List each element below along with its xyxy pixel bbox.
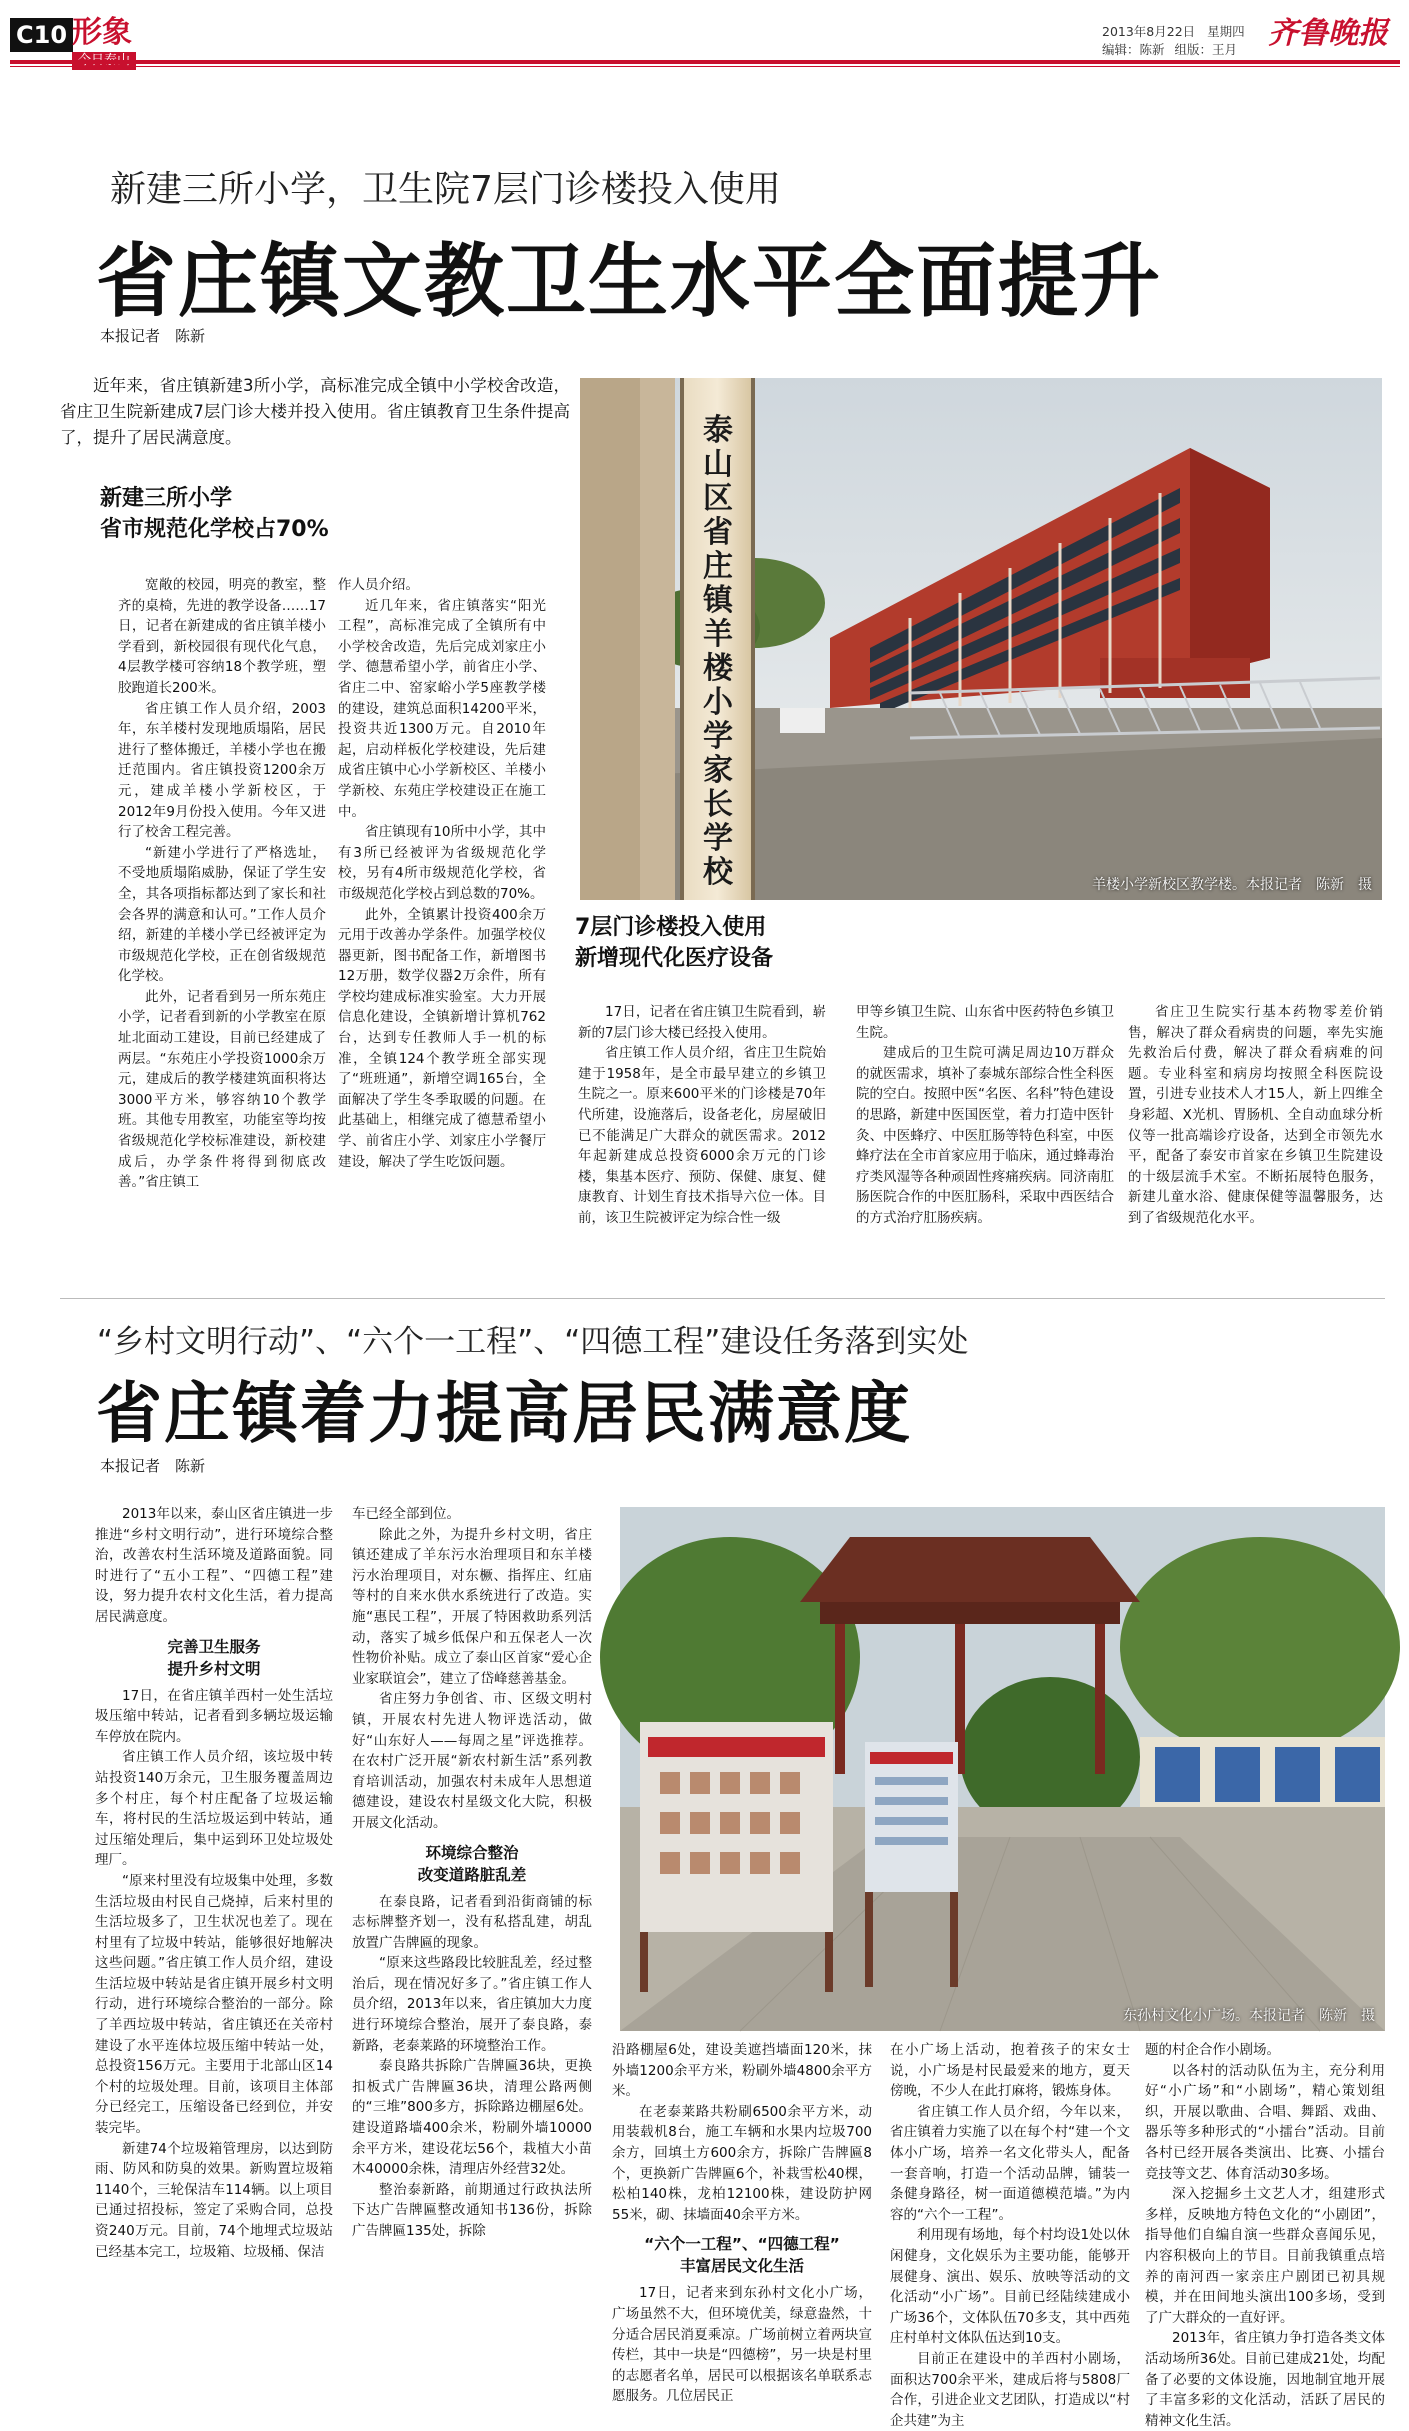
- article2-byline: 本报记者 陈新: [100, 1457, 206, 1475]
- paragraph: 省庄镇工作人员介绍，2003年，东羊楼村发现地质塌陷，居民进行了整体搬迁，羊楼小学也在搬迁范围内。省庄镇投资1200余万元，建成羊楼小学新校区，于2012年9月份投入使用。今年又进行了校舍工程完善。: [118, 700, 326, 841]
- paragraph: 整治泰新路，前期通过行政执法所下达广告牌匾整改通知书136份，拆除广告牌匾135处，拆除: [352, 2181, 592, 2239]
- school-building-photo: [580, 378, 1382, 900]
- paragraph: 题的村企合作小剧场。: [1145, 2042, 1280, 2058]
- paragraph: 在小广场上活动，抱着孩子的宋女士说，小广场是村民最爱来的地方，夏天傍晚，不少人在此打麻将，锻炼身体。: [890, 2042, 1130, 2100]
- subhead-line: 改变道路脏乱差: [417, 1865, 527, 1884]
- paragraph: 车已经全部到位。: [352, 1506, 460, 1522]
- credits: [1102, 40, 1237, 58]
- header-rule: [10, 60, 1400, 64]
- subhead-line: 环境综合整治: [425, 1843, 519, 1862]
- paragraph: 省庄镇工作人员介绍，该垃圾中转站投资140万余元，卫生服务覆盖周边多个村庄，每个村庄配备了垃圾运输车，将村民的生活垃圾运到中转站，通过压缩处理后，集中运到环卫处垃圾处理厂。: [95, 1749, 333, 1869]
- paragraph: 宽敞的校园，明亮的教室，整齐的桌椅，先进的教学设备……17日，记者在新建成的省庄镇羊楼小学看到，新校园很有现代化气息，4层教学楼可容纳18个教学班，塑胶跑道长200米。: [118, 577, 326, 696]
- paragraph: 沿路棚屋6处，建设美遮挡墙面120米，抹外墙1200余平方米，粉刷外墙4800余平方米。: [612, 2042, 872, 2100]
- article1-column5: [1128, 1002, 1383, 1284]
- paragraph: 深入挖掘乡土文艺人才，组建形式多样，反映地方特色文化的“小剧团”，指导他们自编自演一些群众喜闻乐见，内容积极向上的节目。目前我镇重点培养的南河西一家亲庄户剧团已初具规模，并在田间地头演出100多场，受到了广大群众的一直好评。: [1145, 2186, 1385, 2326]
- page-header: [10, 15, 1400, 58]
- paragraph: “原来村里没有垃圾集中处理，多数生活垃圾由村民自己烧掉，后来村里的生活垃圾多了，卫生状况也差了。现在村里有了垃圾中转站，能够很好地解决这些问题。”省庄镇工作人员介绍，建设生活垃圾中转站是省庄镇开展乡村文明行动，进行环境综合整治的一部分。除了羊西垃圾中转站，省庄镇还在关帝村建设了水平连体垃圾压缩中转站一处，总投资156万元。主要用于北部山区14个村的垃圾处理。目前，该项目主体部分已经完工，压缩设备已经到位，并安装完毕。: [95, 1872, 333, 2137]
- article2-column1: [95, 1504, 333, 2372]
- paragraph: 此外，全镇累计投资400余万元用于改善办学条件。加强学校仪器更新，图书配备工作，新增图书12万册，数学仪器2万余件，所有学校均建成标准实验室。大力开展信息化建设，全镇新增计算机762台，达到专任教师人手一机的标准，全镇124个教学班全部实现了“班班通”，新增空调165台，全面解决了学生冬季取暖的问题。在此基础上，相继完成了德慧希望小学、前省庄小学、刘家庄小学餐厅建设，解决了学生吃饭问题。: [338, 906, 546, 1170]
- paragraph: 17日，在省庄镇羊西村一处生活垃圾压缩中转站，记者看到多辆垃圾运输车停放在院内。: [95, 1687, 333, 1745]
- paragraph: 2013年以来，泰山区省庄镇进一步推进“乡村文明行动”，进行环境综合整治，改善农村生活环境及道路面貌。同时进行了“五小工程”、“四德工程”建设，努力提升农村文化生活，着力提高居民满意度。: [95, 1506, 333, 1625]
- paragraph: 省庄镇工作人员介绍，省庄卫生院始建于1958年，是全市最早建立的乡镇卫生院之一。原来600平米的门诊楼是70年代所建，设施落后，设备老化，房屋破旧已不能满足广大群众的就医需求。2012年起新建成总投资6000余万元的门诊楼，集基本医疗、预防、保健、康复、健康教育、计划生育技术指导六位一体。目前，该卫生院被评定为综合性一级: [578, 1045, 826, 1226]
- paragraph: 作人员介绍。: [338, 577, 419, 593]
- paragraph: 建成后的卫生院可满足周边10万群众的就医需求，填补了泰城东部综合性全科医院的空白。按照中医“名医、名科”特色建设的思路，新建中医国医堂，着力打造中医针灸、中医蜂疗、中医肛肠等特色科室，中医蜂疗法在全市首家应用于临床，通过蜂毒治疗类风湿等各种顽固性疼痛疾病。同济南肛肠医院合作的中医肛肠科，采取中西医结合的方式治疗肛肠疾病。: [856, 1045, 1114, 1226]
- article1-byline: 本报记者 陈新: [100, 327, 206, 345]
- article1-column2: [338, 575, 546, 1283]
- weekday: 星期四: [1207, 24, 1245, 39]
- issue-date: [1102, 22, 1245, 40]
- paragraph: “新建小学进行了严格选址，不受地质塌陷威胁，保证了学生安全，其各项指标都达到了家长和社会各界的满意和认可。”工作人员介绍，新建的羊楼小学已经被评定为市级规范化学校，正在创省级规范化学校。: [118, 844, 326, 985]
- paragraph: 2013年，省庄镇力争打造各类文体活动场所36处。目前已建成21处，均配备了必要的文体设施，因地制宜地开展了丰富多彩的文化活动，活跃了居民的精神文化生活。: [1145, 2330, 1385, 2429]
- paragraph: 近几年来，省庄镇落实“阳光工程”，高标准完成了全镇所有中小学校舍改造，先后完成刘家庄小学、德慧希望小学，前省庄小学、省庄二中、窑家峪小学5座教学楼的建设，建筑总面积14200平米，投资共近1300万元。自2010年起，启动样板化学校建设，先后建成省庄镇中心小学新校区、羊楼小学新校、东苑庄学校建设正在施工中。: [338, 597, 546, 820]
- paragraph: 甲等乡镇卫生院、山东省中医药特色乡镇卫生院。: [856, 1004, 1114, 1041]
- paragraph: 17日，记者在省庄镇卫生院看到，崭新的7层门诊大楼已经投入使用。: [578, 1004, 826, 1041]
- article1-column1: [118, 575, 326, 1283]
- layout-editor: 组版：王月: [1174, 42, 1238, 57]
- article2-subhead3: [612, 2233, 872, 2277]
- section-title: 形象: [72, 15, 132, 50]
- subhead-line: 7层门诊楼投入使用: [575, 915, 767, 940]
- article2-subhead2: [352, 1842, 592, 1886]
- culture-square-photo: [620, 1507, 1385, 2031]
- article2-headline: 省庄镇着力提高居民满意度: [96, 1375, 912, 1452]
- article2-column3: [612, 2040, 872, 2405]
- subhead-line: 新建三所小学: [100, 486, 233, 511]
- article2-kicker: “乡村文明行动”、“六个一工程”、“四德工程”建设任务落到实处: [97, 1324, 969, 1360]
- header-rule-thin: [10, 66, 1400, 67]
- paragraph: 在老泰莱路共粉刷6500余平方米，动用装载机8台，施工车辆和水果内垃圾700余方，回填土方600余方，拆除广告牌匾8个，更换新广告牌匾6个，补栽雪松40棵，松柏140株，龙柏12100株，建设防护网55米，砌、抹墙面40余平方米。: [612, 2103, 872, 2223]
- subhead-line: 新增现代化医疗设备: [575, 946, 774, 971]
- paragraph: 省庄镇现有10所中小学，其中有3所已经被评为省级规范化学校，另有4所市级规范化学校，省市级规范化学校占到总数的70%。: [338, 824, 546, 902]
- article2-subhead1: [95, 1636, 333, 1680]
- paragraph: “原来这些路段比较脏乱差，经过整治后，现在情况好多了。”省庄镇工作人员介绍，2013年以来，省庄镇加大力度进行环境综合整治，展开了泰良路，泰新路，老泰莱路的环境整治工作。: [352, 1955, 592, 2054]
- paragraph: 省庄卫生院实行基本药物零差价销售，解决了群众看病贵的问题，率先实施先救治后付费，解决了群众看病难的问题。专业科室和病房均按照全科医院设置，引进专业技术人才15人，新上四维全身彩超、X光机、胃肠机、全自动血球分析仪等一批高端诊疗设备，达到全市领先水平，配备了泰安市首家在乡镇卫生院建设的十级层流手术室。不断拓展特色服务，新建儿童水浴、健康保健等温馨服务，达到了省级规范化水平。: [1128, 1004, 1383, 1226]
- school-photo-caption: 羊楼小学新校区教学楼。本报记者 陈新 摄: [1092, 877, 1372, 893]
- subhead-line: 提升乡村文明: [167, 1659, 261, 1678]
- article2-column2: [352, 1504, 592, 2372]
- article1-column3: [578, 1002, 826, 1284]
- paragraph: 新建74个垃圾箱管理房，以达到防雨、防风和防臭的效果。新购置垃圾箱1140个，三轮保洁车114辆。以上项目已通过招投标，签定了采购合同，总投资240万元。目前，74个地埋式垃圾站已经基本完工，垃圾箱、垃圾桶、保洁: [95, 2140, 333, 2260]
- lead-paragraph: 近年来，省庄镇新建3所小学，高标准完成全镇中小学校舍改造，省庄卫生院新建成7层门诊大楼并投入使用。省庄镇教育卫生条件提高了，提升了居民满意度。: [60, 376, 570, 447]
- paragraph: 17日，记者来到东孙村文化小广场，广场虽然不大，但环境优美，绿意盎然，十分适合居民消夏乘凉。广场前树立着两块宣传栏，其中一块是“四德榜”，另一块是村里的志愿者名单，居民可以根据该名单联系志愿服务。几位居民正: [612, 2285, 872, 2405]
- paragraph: 省庄努力争创省、市、区级文明村镇，开展农村先进人物评选活动，做好“山东好人——每周之星”评选推荐。在农村广泛开展“新农村新生活”系列教育培训活动，加强农村未成年人思想道德建设，建设农村星级文化大院，积极开展文化活动。: [352, 1691, 592, 1831]
- paragraph: 省庄镇工作人员介绍，今年以来，省庄镇着力实施了以在每个村“建一个文体小广场，培养一名文化带头人，配备一套音响，打造一个活动品牌，铺装一条健身路径，树一面道德模范墙。”为内容的“六个一工程”。: [890, 2103, 1130, 2223]
- square-photo-caption: 东孙村文化小广场。本报记者 陈新 摄: [1123, 2008, 1375, 2024]
- subhead-line: 完善卫生服务: [167, 1637, 261, 1656]
- subhead-line: “六个一工程”、“四德工程”: [644, 2235, 840, 2254]
- paragraph: 利用现有场地，每个村均设1处以休闲健身，文化娱乐为主要功能，能够开展健身、演出、娱乐、放映等活动的文化活动“小广场”。目前已经陆续建成小广场36个，文体队伍70多支，其中西苑庄村单村文体队伍达到10支。: [890, 2227, 1130, 2347]
- paragraph: 泰良路共拆除广告牌匾36块，更换扣板式广告牌匾36块，清理公路两侧的“三堆”800多方，拆除路边棚屋6处。建设道路墙400余米，粉刷外墙10000余平方米，建设花坛56个，栽植大小苗木40000余株，清理店外经营32处。: [352, 2058, 592, 2178]
- subhead-line: 丰富居民文化生活: [679, 2257, 804, 2276]
- paragraph: 目前正在建设中的羊西村小剧场，面积达700余平米，建成后将与5808厂合作，引进企业文艺团队，打造成以“村企共建”为主: [890, 2350, 1130, 2429]
- paragraph: 除此之外，为提升乡村文明，省庄镇还建成了羊东污水治理项目和东羊楼污水治理项目，对东橛、指挥庄、红庙等村的自来水供水系统进行了改造。实施“惠民工程”，开展了特困救助系列活动，落实了城乡低保户和五保老人一次性物价补贴。成立了泰山区首家“爱心企业家联谊会”，建立了岱峰慈善基金。: [352, 1526, 592, 1687]
- paragraph: 此外，记者看到另一所东苑庄小学，记者看到新的小学教室在原址北面动工建设，目前已经建成了两层。“东苑庄小学投资1000余万元，建成后的教学楼建筑面积将达3000平方米，够容纳10个教学班。其他专用教室，功能室等均按省级规范化学校标准建设，新校建成后，办学条件将得到彻底改善。”省庄镇工: [118, 988, 326, 1191]
- paragraph: 以各村的活动队伍为主，充分利用好“小广场”和“小剧场”，精心策划组织，开展以歌曲、合唱、舞蹈、戏曲、器乐等多种形式的“小擂台”活动。目前各村已经开展各类演出、比赛、小擂台竞技等文艺、体育活动30多场。: [1145, 2062, 1385, 2182]
- page-code: C10: [10, 18, 73, 52]
- article1-kicker: 新建三所小学，卫生院7层门诊楼投入使用: [110, 169, 781, 210]
- article2-column5: [1145, 2040, 1385, 2429]
- school-sign-text: 泰山区省庄镇羊楼小学家长学校: [703, 413, 733, 890]
- masthead-logo: 齐鲁晚报: [1268, 16, 1388, 51]
- article1-headline: 省庄镇文教卫生水平全面提升: [96, 235, 1162, 328]
- date: 2013年8月22日: [1102, 24, 1196, 39]
- article1-column4: [856, 1002, 1114, 1284]
- editor: 编辑：陈新: [1102, 42, 1165, 57]
- article-separator: [60, 1298, 1385, 1299]
- article2-column4: [890, 2040, 1130, 2429]
- paragraph: 在泰良路，记者看到沿街商铺的标志标牌整齐划一，没有私搭乱建，胡乱放置广告牌匾的现象。: [352, 1893, 592, 1951]
- article1-subhead1: [100, 483, 329, 545]
- article1-subhead2: [575, 912, 773, 974]
- square-photo-image: [620, 1507, 1385, 2031]
- article1-lead: [60, 373, 570, 451]
- subhead-line: 省市规范化学校占70%: [100, 517, 329, 542]
